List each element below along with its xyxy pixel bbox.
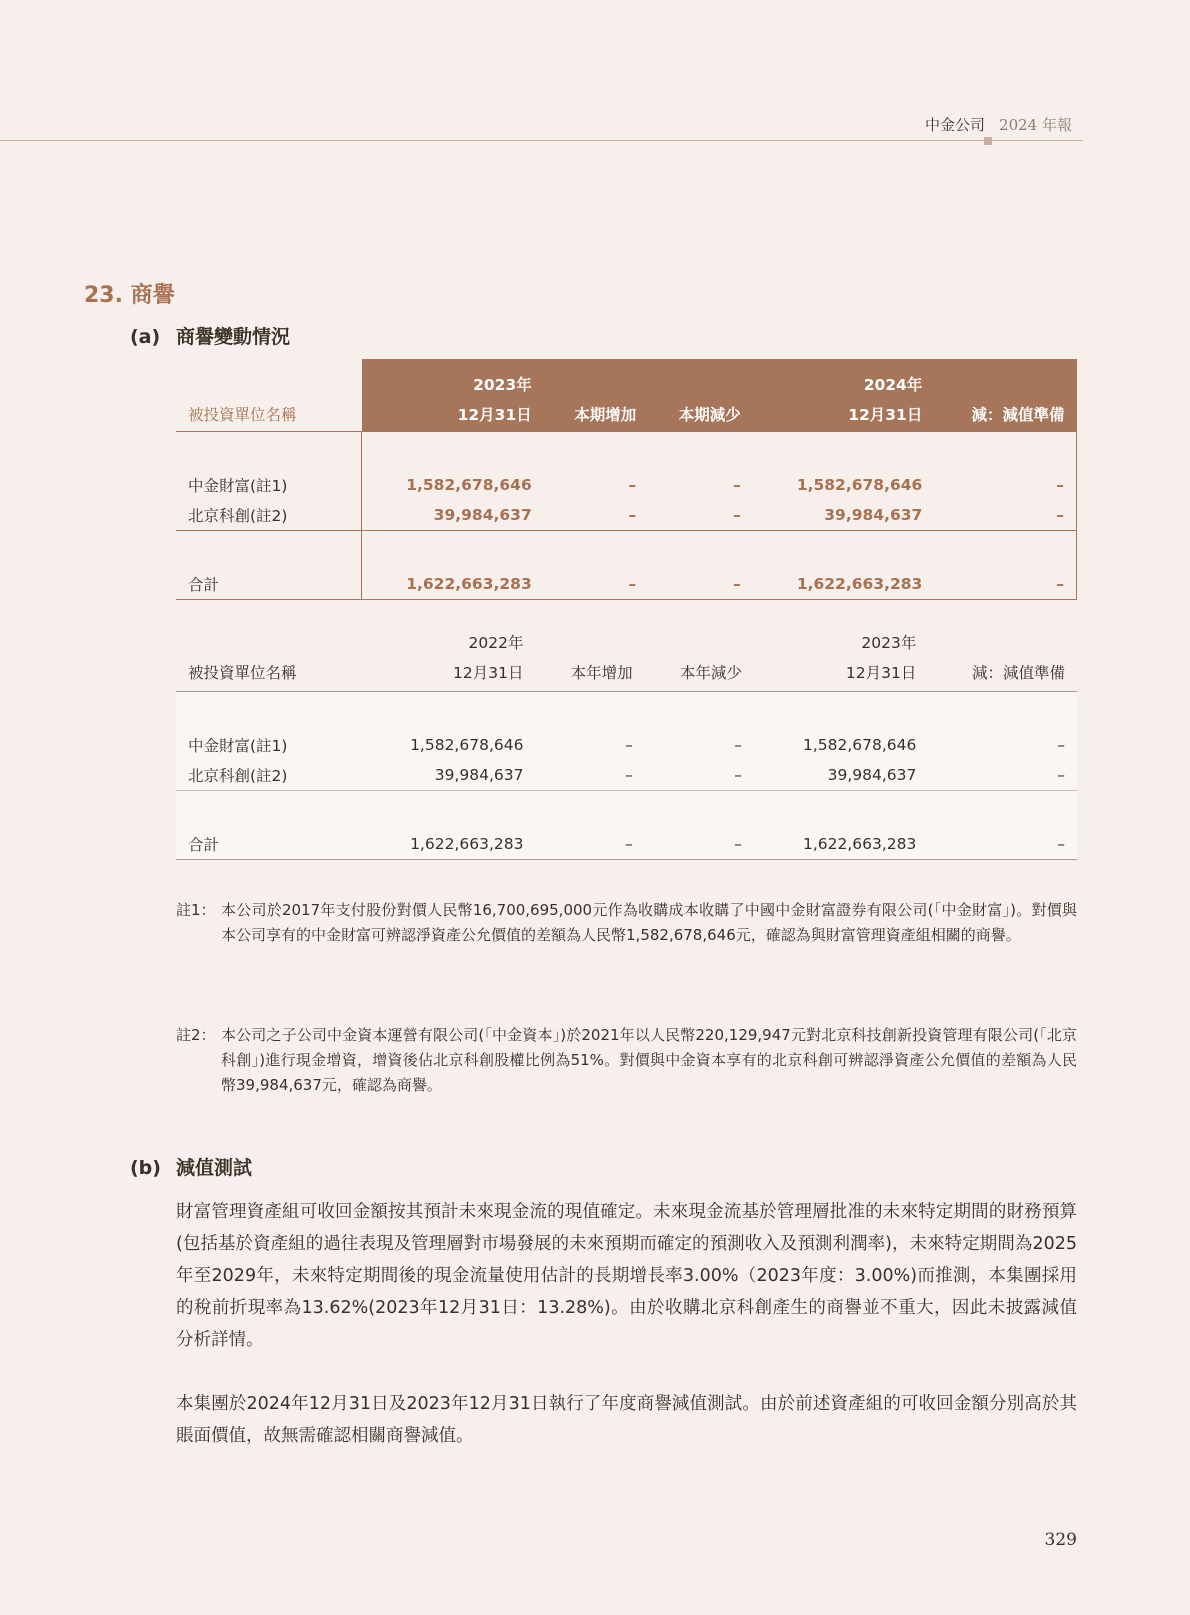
cell-value: 1,582,678,646 (362, 470, 544, 500)
cell-value: 1,582,678,646 (361, 730, 535, 760)
col-header-line1 (176, 623, 361, 653)
goodwill-table-2023 (176, 623, 1077, 860)
total-label: 合計 (176, 569, 362, 600)
cell-value: – (535, 829, 644, 860)
col-header-opening: 12月31日 (361, 653, 535, 692)
investee-name: 北京科創(註2) (176, 760, 361, 791)
col-header-investee: 被投資單位名稱 (188, 406, 297, 424)
table-row (176, 760, 1077, 791)
col-header-impairment: 減：減值準備 (928, 653, 1077, 692)
cell-value: – (645, 730, 754, 760)
investee-name: 北京科創(註2) (188, 507, 288, 525)
subsection-a-text: 商譽變動情況 (176, 326, 291, 348)
cell-value: – (928, 829, 1077, 860)
footnote-text: 本公司之子公司中金資本運營有限公司(「中金資本」)於2021年以人民幣220,129,947元對北京科技創新投資管理有限公司(「北京科創」)進行現金增資，增資後佔北京科創股權比例為51%。對價與中金資本享有的北京科創可辨認淨資產公允價值的差額為人民幣39,984,637元，確認為商譽。 (221, 1026, 1077, 1094)
cell-value: 1,622,663,283 (361, 829, 535, 860)
table-row (176, 730, 1077, 760)
cell-value: – (535, 730, 644, 760)
footnote-2 (176, 1023, 1077, 1098)
cell-value: – (544, 569, 648, 600)
col-header-line1 (645, 623, 754, 653)
subsection-b-label: (b) (130, 1157, 161, 1179)
cell-value: 1,622,663,283 (754, 829, 928, 860)
col-header-line1: 2024年 (753, 359, 935, 395)
col-header-impairment: 減：減值準備 (934, 395, 1076, 432)
impairment-paragraph-1: 財富管理資產組可收回金額按其預計未來現金流的現值確定。未來現金流基於管理層批准的未來特定期間的財務預算(包括基於資產組的過往表現及管理層對市場發展的未來預期而確定的預測收入及預測利潤率)，未來特定期間為2025年至2029年，未來特定期間後的現金流量使用估計的長期增長率3.00%（2023年度：3.00%)而推測，本集團採用的稅前折現率為13.62%(2023年12月31日：13.28%)。由於收購北京科創產生的商譽並不重大，因此未披露減值分析詳情。 (176, 1202, 1077, 1350)
section-title: 23. 商譽 (84, 283, 175, 308)
cell-value: 39,984,637 (824, 506, 923, 524)
footnote-1 (176, 898, 1077, 948)
cell-value: 39,984,637 (754, 760, 928, 791)
cell-value: 39,984,637 (362, 500, 544, 531)
col-header-line1 (928, 623, 1077, 653)
cell-value: 1,622,663,283 (362, 569, 544, 600)
col-header-increase: 本年增加 (535, 653, 644, 692)
table-row (176, 470, 1077, 500)
cell-value: – (535, 760, 644, 791)
goodwill-table-2024 (176, 359, 1077, 600)
col-header-line1 (544, 359, 648, 395)
cell-value: – (934, 500, 1076, 531)
cell-value: 1,582,678,646 (796, 476, 923, 494)
cell-value: – (648, 569, 752, 600)
col-header-line1: 2022年 (468, 634, 524, 652)
footnote-label: 註2： (176, 1026, 216, 1044)
running-header (925, 114, 1072, 135)
subsection-b-text: 減值測試 (176, 1157, 253, 1179)
cell-value: – (628, 506, 637, 524)
col-header-line1 (176, 359, 362, 395)
cell-value: – (934, 470, 1076, 500)
investee-name: 中金財富(註1) (176, 730, 361, 760)
col-header-increase: 本期增加 (544, 395, 648, 432)
header-rule-marker (984, 137, 992, 145)
table-total-row (176, 829, 1077, 860)
col-header-investee: 被投資單位名稱 (176, 653, 361, 692)
cell-value: – (645, 829, 754, 860)
col-header-line1: 2023年 (861, 634, 917, 652)
cell-value: 1,582,678,646 (754, 730, 928, 760)
col-header-closing: 12月31日 (754, 653, 928, 692)
col-header-decrease: 本期減少 (648, 395, 752, 432)
cell-value: – (934, 569, 1076, 600)
page-number: 329 (1044, 1530, 1077, 1550)
col-header-opening: 12月31日 (362, 395, 544, 432)
col-header-decrease: 本年減少 (645, 653, 754, 692)
header-report-title: 2024 年報 (999, 116, 1072, 134)
table-row (176, 500, 1077, 531)
investee-name: 中金財富(註1) (188, 477, 288, 495)
cell-value: 1,622,663,283 (753, 569, 935, 600)
header-company: 中金公司 (925, 116, 986, 134)
subsection-b-title (130, 1153, 252, 1180)
cell-value: – (928, 730, 1077, 760)
cell-value: – (732, 506, 741, 524)
cell-value: – (928, 760, 1077, 791)
cell-value: 39,984,637 (361, 760, 535, 791)
total-label: 合計 (176, 829, 361, 860)
table-total-row (176, 569, 1077, 600)
col-header-line1: 2023年 (362, 359, 544, 395)
subsection-a-label: (a) (130, 326, 161, 348)
subsection-a-title (130, 322, 290, 349)
col-header-line1 (648, 359, 752, 395)
col-header-closing: 12月31日 (753, 395, 935, 432)
cell-value: – (628, 476, 637, 494)
impairment-paragraph-2: 本集團於2024年12月31日及2023年12月31日執行了年度商譽減值測試。由於前述資產組的可收回金額分別高於其賬面價值，故無需確認相關商譽減值。 (176, 1394, 1077, 1446)
header-rule (0, 140, 1083, 141)
cell-value: – (645, 760, 754, 791)
footnote-text: 本公司於2017年支付股份對價人民幣16,700,695,000元作為收購成本收購了中國中金財富證券有限公司(「中金財富」)。對價與本公司享有的中金財富可辨認淨資產公允價值的差額為人民幣1,582,678,646元，確認為與財富管理資產組相關的商譽。 (221, 901, 1077, 944)
col-header-line1 (535, 623, 644, 653)
footnote-label: 註1： (176, 901, 216, 919)
cell-value: – (732, 476, 741, 494)
col-header-line1 (934, 359, 1076, 395)
